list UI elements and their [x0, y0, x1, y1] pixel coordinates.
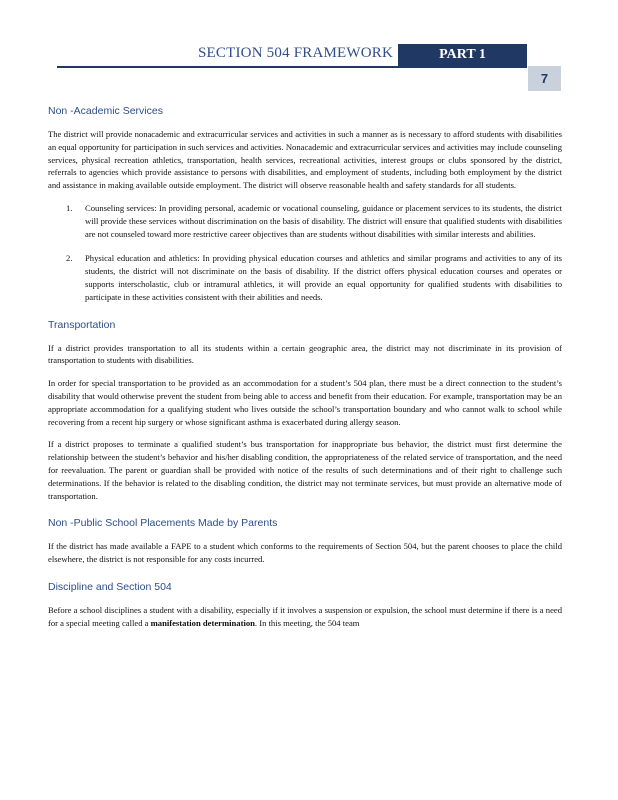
- transportation-paragraph: If a district provides transportation to all its students within a certain geographic area, the district may not discriminate in its provision of transportation to students with disabilities.: [48, 342, 562, 366]
- section-title: SECTION 504 FRAMEWORK: [198, 45, 394, 61]
- part-label-box: [398, 44, 527, 66]
- heading-nonacademic: Non -Academic Services: [48, 105, 163, 117]
- page-number-box: [528, 66, 561, 91]
- transportation-paragraph: In order for special transportation to be provided as an accommodation for a student’s 504 plan, there must be a direct connection to the student’s disability that would otherwise prevent the student from being able to access and benefit from their education. For example, transportation may be an appropriate accommodation for a qualifying student who lives outside the school’s transportation boundary and who cannot walk to school while recovering from a recent hip surgery or whose significant asthma is exacerbated during allergy season.: [48, 378, 562, 427]
- manifestation-determination-term: manifestation determination: [150, 617, 255, 628]
- heading-transportation: Transportation: [48, 318, 116, 331]
- header-rule: [57, 66, 527, 68]
- nonacademic-intro: The district will provide nonacademic and extracurricular services and activities in such a manner as is necessary to afford students with disabilities an equal opportunity for participation in such services and activities. Nonacademic and extracurricular services and activities may include counseling services, physical recreation athletics, transportation, health services, recreational activities, interest groups or clubs sponsored by the district, referrals to agencies which provide assistance to persons with disabilities, and employment of students, including both employment by the district and assistance in making available outside employment. The district will observe reasonable health and safety standards for all students.: [48, 129, 562, 191]
- nonacademic-list: [48, 202, 562, 304]
- list-item: [48, 202, 562, 240]
- list-item-text: Physical education and athletics: In providing physical education courses and athletics and similar programs and activities to any of its students, the district will not discriminate on the basis of disability. If the district offers physical education courses and operates or supports interscholastic, club or intramural athletics, it will provide an equal opportunity for qualified students with disabilities to participate in these activities consistent with their abilities and needs.: [85, 253, 562, 302]
- page-number: 7: [540, 71, 549, 86]
- document-body: [48, 104, 562, 630]
- list-item: [48, 252, 562, 303]
- transportation-paragraph: If a district proposes to terminate a qualified student’s bus transportation for inappropriate bus behavior, the district must first determine the relationship between the student’s behavior and his/her disabling condition, the appropriateness of the related service of transportation, and the need for reevaluation. The parent or guardian shall be provided with notice of the results of such determinations and of their right to challenge such determinations. If the behavior is related to the disabling condition, the district may not terminate services, but must provide an alternative mode of transportation.: [48, 439, 562, 501]
- page-header: [0, 0, 618, 100]
- discipline-text-before: Before a school disciplines a student with a disability, especially if it involves a suspension or expulsion, the school must determine if there is a need for a special meeting called a: [48, 604, 562, 628]
- list-item-number: 2.: [66, 253, 73, 264]
- heading-nonpublic: Non -Public School Placements Made by Parents: [48, 517, 278, 530]
- discipline-paragraph: [48, 604, 562, 630]
- part-label: PART 1: [439, 47, 486, 62]
- discipline-text-after: . In this meeting, the 504 team: [254, 617, 360, 628]
- nonpublic-paragraph: If the district has made available a FAPE to a student which conforms to the requirements of Section 504, but the parent chooses to place the child elsewhere, the district is not responsible for any costs incurred.: [48, 541, 562, 565]
- list-item-number: 1.: [66, 202, 73, 213]
- list-item-text: Counseling services: In providing personal, academic or vocational counseling, guidance or placement services to its students, the district will provide these services without discrimination on the basis of disability. The district will ensure that qualified students with disabilities are not counseled toward more restrictive career objectives than are students without disabilities with similar interests and abilities.: [85, 202, 562, 239]
- heading-discipline: Discipline and Section 504: [48, 580, 172, 593]
